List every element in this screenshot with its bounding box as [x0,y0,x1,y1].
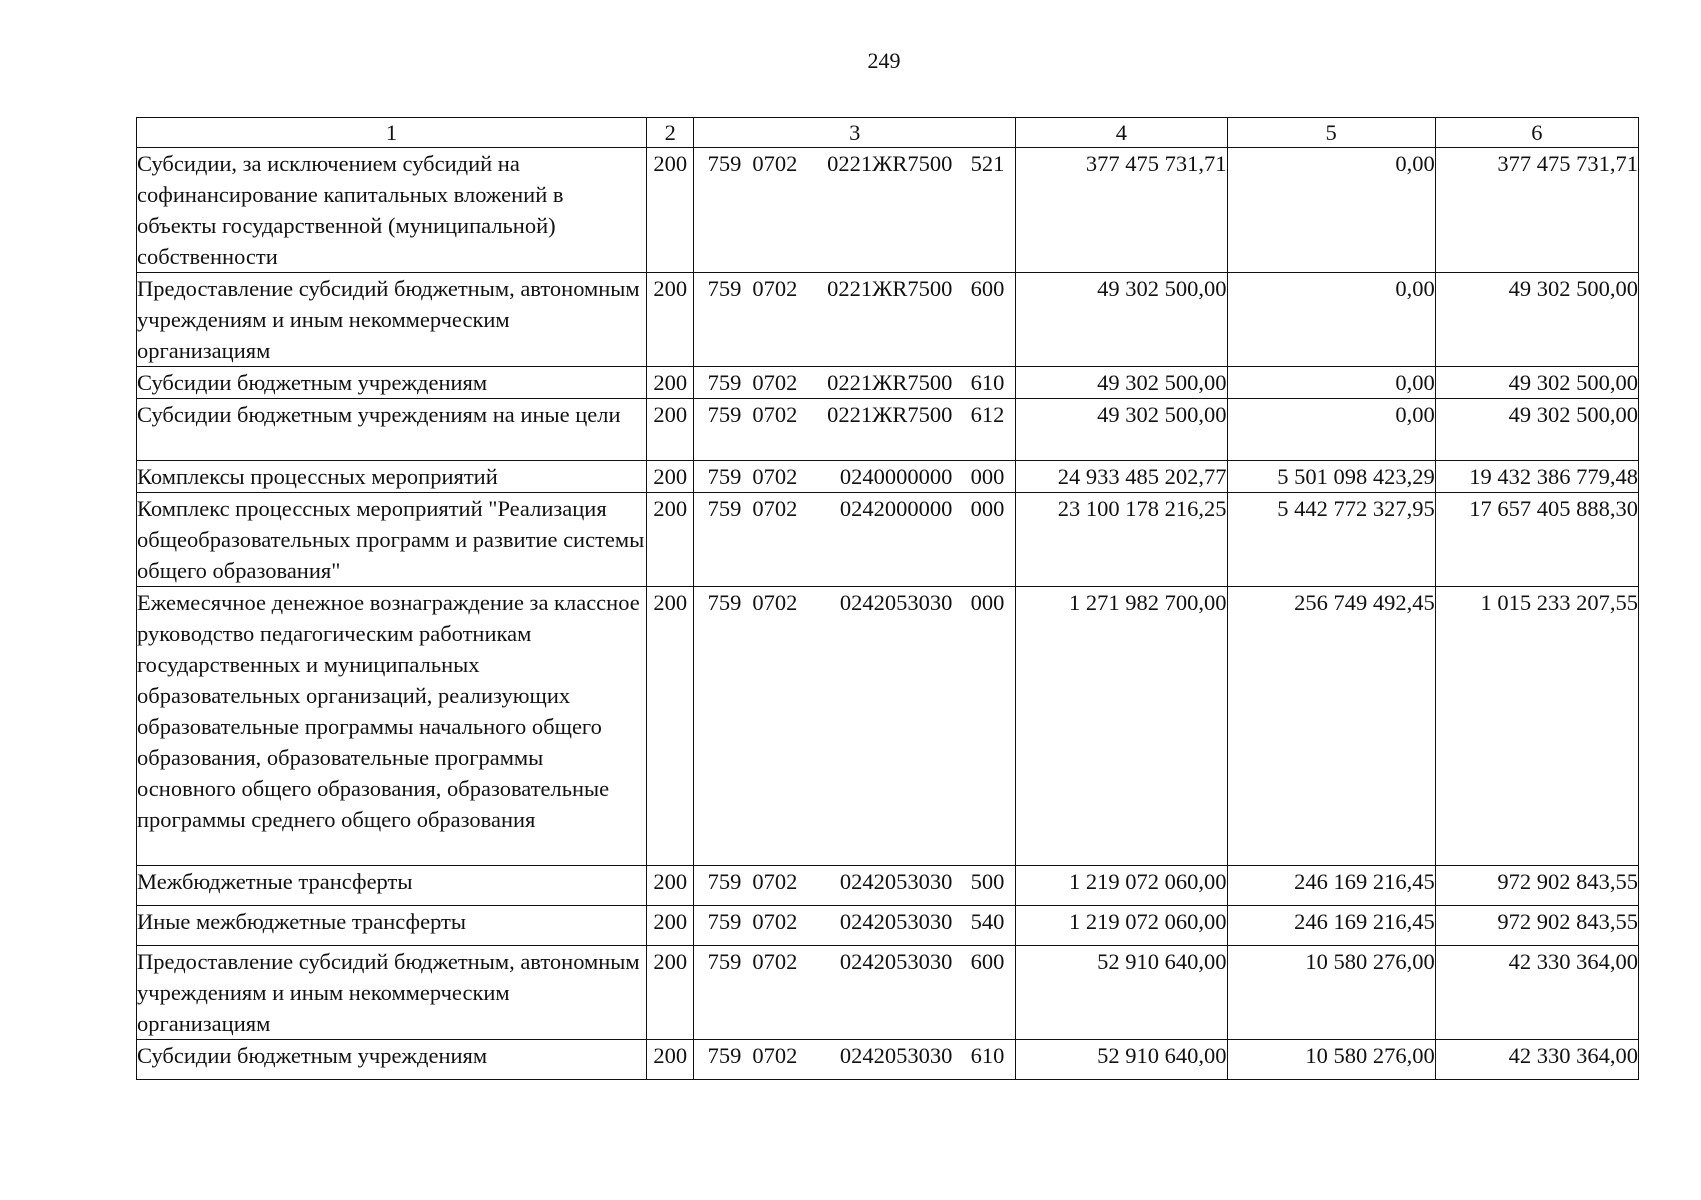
page-number: 249 [867,48,901,73]
section-code: 0702 [752,949,798,974]
section-code: 0702 [752,464,798,489]
row-code-2: 200 [647,906,694,946]
table-row [137,148,1639,273]
row-code-3 [694,906,1016,946]
value-col-6: 42 330 364,00 [1435,1040,1638,1080]
row-code-2: 200 [647,367,694,399]
value-col-4: 377 475 731,71 [1016,148,1227,273]
budget-table [136,117,1639,1080]
row-code-3 [694,273,1016,367]
row-code-2: 200 [647,946,694,1040]
value-col-4: 24 933 485 202,77 [1016,461,1227,493]
value-col-6: 972 902 843,55 [1435,866,1638,906]
ministry-code: 759 [707,869,742,894]
section-code: 0702 [752,1043,798,1068]
section-code: 0702 [752,402,798,427]
value-col-4: 49 302 500,00 [1016,399,1227,461]
row-name: Комплекс процессных мероприятий "Реализация общеобразовательных программ и развитие системы общего образования" [137,493,647,587]
row-name: Межбюджетные трансферты [137,866,647,906]
row-code-3 [694,1040,1016,1080]
ministry-code: 759 [707,949,742,974]
value-col-6: 49 302 500,00 [1435,399,1638,461]
value-col-5: 10 580 276,00 [1227,1040,1435,1080]
column-header: 3 [694,118,1016,148]
value-col-4: 52 910 640,00 [1016,1040,1227,1080]
row-code-2: 200 [647,866,694,906]
value-col-6: 1 015 233 207,55 [1435,587,1638,866]
row-code-3 [694,866,1016,906]
section-code: 0702 [752,590,798,615]
row-name: Субсидии, за исключением субсидий на софинансирование капитальных вложений в объекты государственной (муниципальной) собственности [137,148,647,273]
ministry-code: 759 [707,276,742,301]
row-code-3 [694,461,1016,493]
value-col-6: 17 657 405 888,30 [1435,493,1638,587]
expense-type-code: 000 [970,590,1005,615]
value-col-6: 49 302 500,00 [1435,367,1638,399]
value-col-5: 10 580 276,00 [1227,946,1435,1040]
column-header: 1 [137,118,647,148]
expense-type-code: 600 [970,276,1005,301]
row-code-3 [694,399,1016,461]
row-code-3 [694,148,1016,273]
target-article-code: 0221ЖR7500 [827,370,953,395]
value-col-5: 256 749 492,45 [1227,587,1435,866]
expense-type-code: 612 [970,402,1005,427]
column-header: 5 [1227,118,1435,148]
table-row [137,1040,1639,1080]
value-col-5: 0,00 [1227,273,1435,367]
row-name: Предоставление субсидий бюджетным, автономным учреждениям и иным некоммерческим организациям [137,946,647,1040]
expense-type-code: 000 [970,464,1005,489]
table-row [137,399,1639,461]
column-header: 4 [1016,118,1227,148]
target-article-code: 0221ЖR7500 [827,276,953,301]
row-name: Субсидии бюджетным учреждениям [137,367,647,399]
row-code-2: 200 [647,1040,694,1080]
ministry-code: 759 [707,402,742,427]
value-col-4: 52 910 640,00 [1016,946,1227,1040]
value-col-6: 19 432 386 779,48 [1435,461,1638,493]
row-code-3 [694,587,1016,866]
table-row [137,866,1639,906]
expense-type-code: 610 [970,1043,1005,1068]
value-col-4: 23 100 178 216,25 [1016,493,1227,587]
ministry-code: 759 [707,464,742,489]
row-name: Субсидии бюджетным учреждениям [137,1040,647,1080]
column-header: 6 [1435,118,1638,148]
target-article-code: 0240000000 [839,464,953,489]
value-col-5: 246 169 216,45 [1227,866,1435,906]
expense-type-code: 540 [970,909,1005,934]
row-code-2: 200 [647,148,694,273]
value-col-6: 42 330 364,00 [1435,946,1638,1040]
section-code: 0702 [752,151,798,176]
section-code: 0702 [752,909,798,934]
target-article-code: 0221ЖR7500 [827,151,953,176]
expense-type-code: 610 [970,370,1005,395]
section-code: 0702 [752,869,798,894]
row-code-3 [694,367,1016,399]
value-col-5: 0,00 [1227,399,1435,461]
expense-type-code: 000 [970,496,1005,521]
ministry-code: 759 [707,151,742,176]
table-row [137,461,1639,493]
row-name: Субсидии бюджетным учреждениям на иные цели [137,399,647,461]
value-col-6: 377 475 731,71 [1435,148,1638,273]
target-article-code: 0242053030 [839,909,953,934]
ministry-code: 759 [707,370,742,395]
expense-type-code: 500 [970,869,1005,894]
table-row [137,367,1639,399]
table-row [137,587,1639,866]
value-col-4: 1 219 072 060,00 [1016,906,1227,946]
target-article-code: 0242000000 [839,496,953,521]
table-row [137,946,1639,1040]
section-code: 0702 [752,370,798,395]
target-article-code: 0242053030 [839,949,953,974]
target-article-code: 0242053030 [839,1043,953,1068]
ministry-code: 759 [707,1043,742,1068]
value-col-5: 5 501 098 423,29 [1227,461,1435,493]
section-code: 0702 [752,496,798,521]
target-article-code: 0242053030 [839,590,953,615]
column-header: 2 [647,118,694,148]
value-col-5: 246 169 216,45 [1227,906,1435,946]
row-code-2: 200 [647,587,694,866]
table-header-row [137,118,1639,148]
ministry-code: 759 [707,496,742,521]
row-name: Ежемесячное денежное вознаграждение за классное руководство педагогическим работникам государственных и муниципальных образовательных организаций, реализующих образовательные программы начального общего образования, образовательные программы основного общего образования, образовательные программы среднего общего образования [137,587,647,866]
row-code-2: 200 [647,461,694,493]
row-code-2: 200 [647,273,694,367]
value-col-4: 1 271 982 700,00 [1016,587,1227,866]
target-article-code: 0221ЖR7500 [827,402,953,427]
row-code-3 [694,946,1016,1040]
value-col-6: 972 902 843,55 [1435,906,1638,946]
ministry-code: 759 [707,590,742,615]
value-col-4: 49 302 500,00 [1016,367,1227,399]
table-row [137,493,1639,587]
row-code-2: 200 [647,493,694,587]
ministry-code: 759 [707,909,742,934]
value-col-4: 1 219 072 060,00 [1016,866,1227,906]
table-row [137,906,1639,946]
value-col-5: 0,00 [1227,148,1435,273]
row-code-3 [694,493,1016,587]
value-col-5: 5 442 772 327,95 [1227,493,1435,587]
value-col-5: 0,00 [1227,367,1435,399]
expense-type-code: 521 [970,151,1005,176]
row-name: Предоставление субсидий бюджетным, автономным учреждениям и иным некоммерческим организациям [137,273,647,367]
target-article-code: 0242053030 [839,869,953,894]
row-name: Комплексы процессных мероприятий [137,461,647,493]
table-row [137,273,1639,367]
value-col-4: 49 302 500,00 [1016,273,1227,367]
expense-type-code: 600 [970,949,1005,974]
row-name: Иные межбюджетные трансферты [137,906,647,946]
section-code: 0702 [752,276,798,301]
row-code-2: 200 [647,399,694,461]
value-col-6: 49 302 500,00 [1435,273,1638,367]
